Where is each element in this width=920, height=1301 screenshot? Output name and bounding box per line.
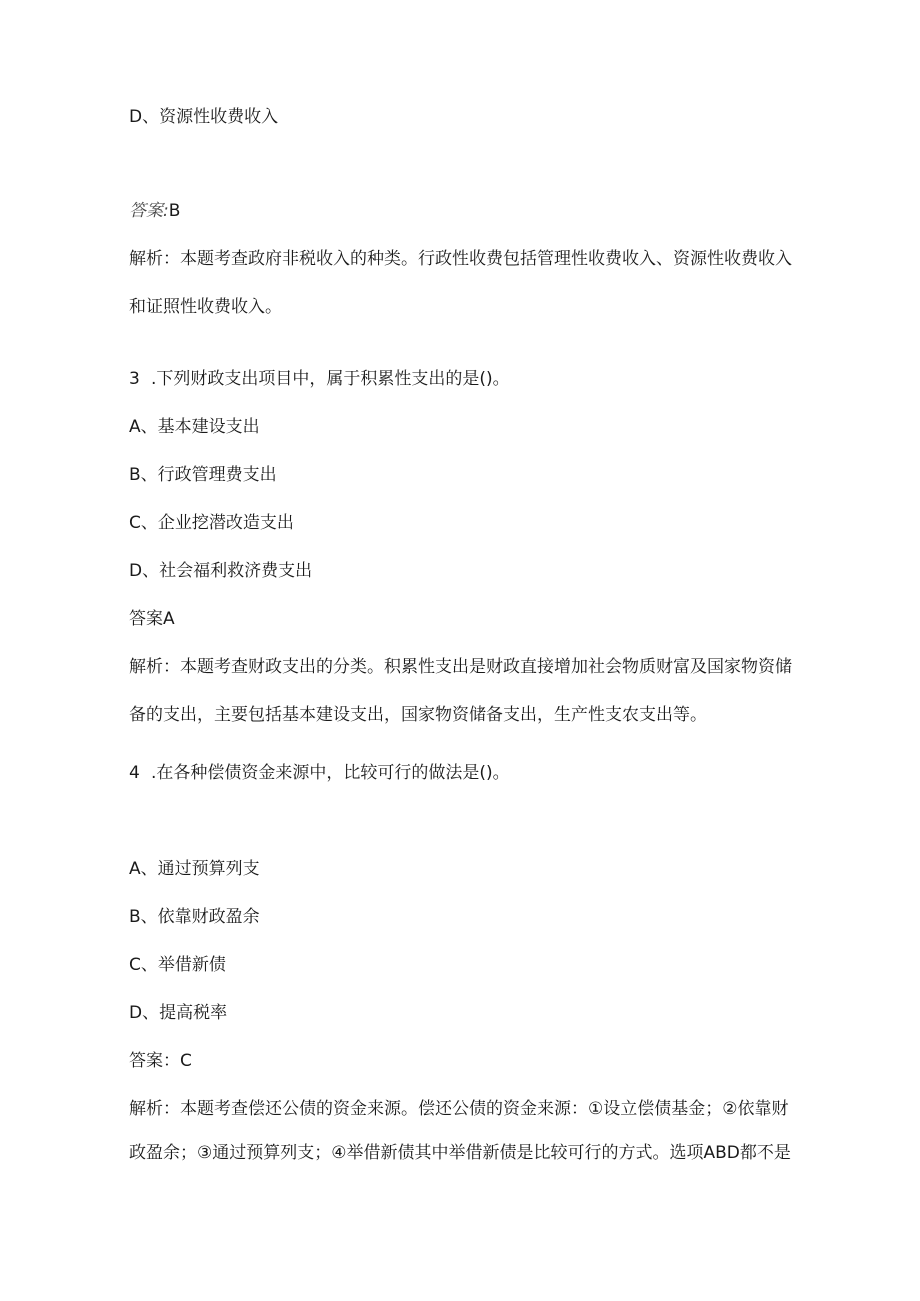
q3-option-c: C、企业挖潜改造支出 <box>129 513 294 533</box>
q4-option-b: B、依靠财政盈余 <box>129 907 260 927</box>
q4-answer: 答案：C <box>129 1051 192 1071</box>
q4-option-d: D、提高税率 <box>129 1003 228 1023</box>
q2-answer-value: B <box>168 201 181 221</box>
q2-answer-label: 答案: <box>129 201 169 221</box>
q4-explanation-line-1: 解析：本题考查偿还公债的资金来源。偿还公债的资金来源：①设立偿债基金；②依靠财 <box>129 1099 789 1119</box>
q3-question-text: .下列财政支出项目中，属于积累性支出的是()。 <box>151 369 510 389</box>
q3-option-d: D、社会福利救济费支出 <box>129 561 313 581</box>
q3-option-b: B、行政管理费支出 <box>129 465 277 485</box>
q4-number: 4 <box>129 763 140 783</box>
q3-option-a: A、基本建设支出 <box>129 417 260 437</box>
q4-option-a: A、通过预算列支 <box>129 859 260 879</box>
q3-explanation-line-1: 解析：本题考查财政支出的分类。积累性支出是财政直接增加社会物质财富及国家物资储 <box>129 657 792 677</box>
q2-explanation-line-1: 解析：本题考查政府非税收入的种类。行政性收费包括管理性收费收入、资源性收费收入 <box>129 249 792 269</box>
q4-question-text: .在各种偿债资金来源中，比较可行的做法是()。 <box>151 763 510 783</box>
q3-question <box>129 368 510 390</box>
q4-explanation-line-2: 政盈余；③通过预算列支；④举借新债其中举借新债是比较可行的方式。选项ABD都不是 <box>129 1143 791 1163</box>
q4-option-c: C、举借新债 <box>129 955 226 975</box>
q3-answer: 答案A <box>129 609 175 629</box>
q4-question <box>129 762 510 784</box>
q2-answer <box>129 200 180 222</box>
q3-explanation-line-2: 备的支出，主要包括基本建设支出，国家物资储备支出，生产性支农支出等。 <box>129 705 707 725</box>
q2-option-d: D、资源性收费收入 <box>129 107 279 127</box>
q3-number: 3 <box>129 369 140 389</box>
q2-explanation-line-2: 和证照性收费收入。 <box>129 297 282 317</box>
